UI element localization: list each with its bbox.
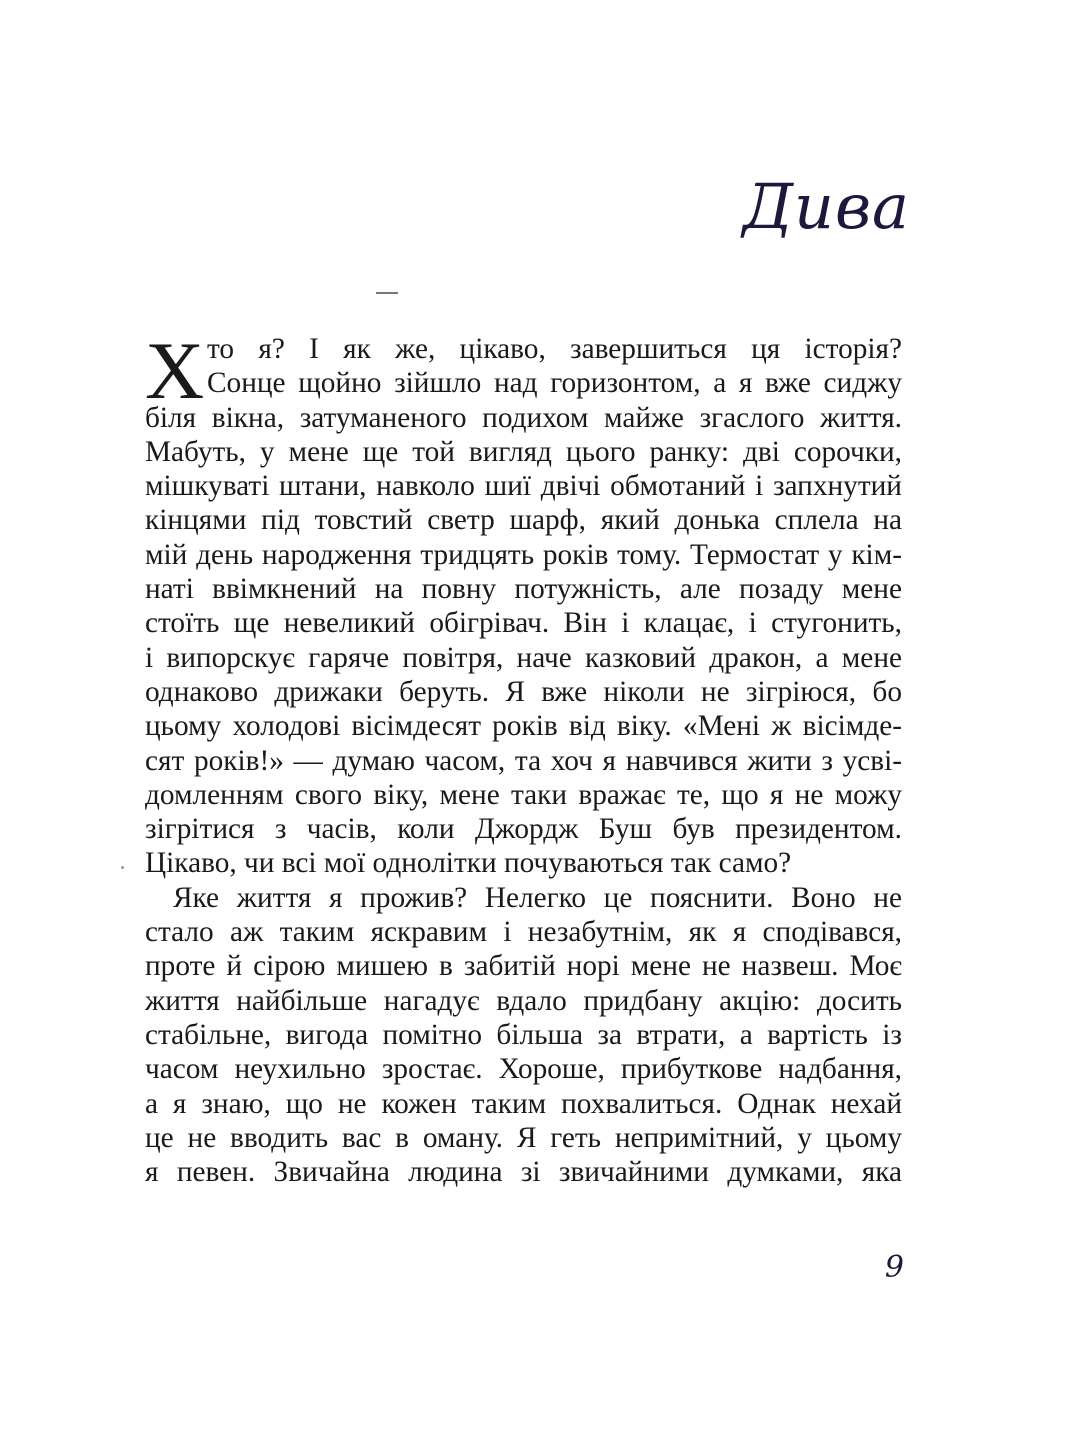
text-line: я певен. Звичайна людина зі звичайними думками, яка: [145, 1156, 902, 1189]
text-line: стало аж таким яскравим і незабутнім, як я сподівався,: [145, 916, 902, 949]
text-line: наті ввімкнений на повну потужність, але позаду мене: [145, 573, 902, 606]
text-line: сят років!» — думаю часом, та хоч я навчився жити з усві-: [145, 744, 902, 777]
text-line: цьому холодові вісімдесят років від віку. «Мені ж вісімде-: [145, 710, 902, 743]
text-line: мій день народження тридцять років тому. Термостат у кім-: [145, 538, 902, 571]
text-line: часом неухильно зростає. Хороше, прибуткове надбання,: [145, 1053, 902, 1086]
text-line: а я знаю, що не кожен таким похвалиться. Однак нехай: [145, 1087, 902, 1120]
page-number: 9: [884, 1250, 904, 1285]
text-line: Мабуть, у мене ще той вигляд цього ранку: дві сорочки,: [145, 435, 902, 468]
text-line: стоїть ще невеликий обігрівач. Він і клацає, і стугонить,: [145, 607, 902, 640]
text-line: зігрітися з часів, коли Джордж Буш був президентом.: [145, 813, 902, 846]
text-line: то я? І як же, цікаво, завершиться ця історія?: [207, 333, 902, 365]
text-line: Цікаво, чи всі мої однолітки почуваються так само?: [145, 847, 792, 880]
text-line: стабільне, вигода помітно більша за втрати, а вартість із: [145, 1018, 902, 1051]
text-line: однаково дрижаки беруть. Я вже ніколи не зігріюся, бо: [145, 675, 902, 708]
drop-cap: Х: [145, 325, 205, 416]
chapter-title: Дива: [742, 170, 910, 243]
text-line: мішкуваті штани, навколо шиї двічі обмотаний і запхнутий: [145, 470, 902, 503]
text-line: проте й сірою мишею в забитій норі мене не назвеш. Моє: [145, 950, 902, 983]
text-line: це не вводить вас в оману. Я геть непримітний, у цьому: [145, 1121, 902, 1154]
text-line: домленням свого віку, мене таки вражає те, що я не можу: [145, 778, 902, 811]
text-line: Сонце щойно зійшло над горизонтом, а я вже сиджу: [207, 367, 902, 400]
body-text: [145, 325, 902, 1189]
text-line: Яке життя я прожив? Нелегко це пояснити. Воно не: [173, 881, 902, 914]
text-line: біля вікна, затуманеного подихом майже згаслого життя.: [145, 401, 902, 434]
print-speck: [121, 866, 124, 869]
text-line: і випорскує гаряче повітря, наче казковий дракон, а мене: [145, 641, 902, 674]
text-line: життя найбільше нагадує вдало придбану акцію: досить: [145, 984, 902, 1017]
text-line: кінцями під товстий светр шарф, який донька сплела на: [145, 504, 902, 537]
print-mark: [376, 292, 398, 294]
